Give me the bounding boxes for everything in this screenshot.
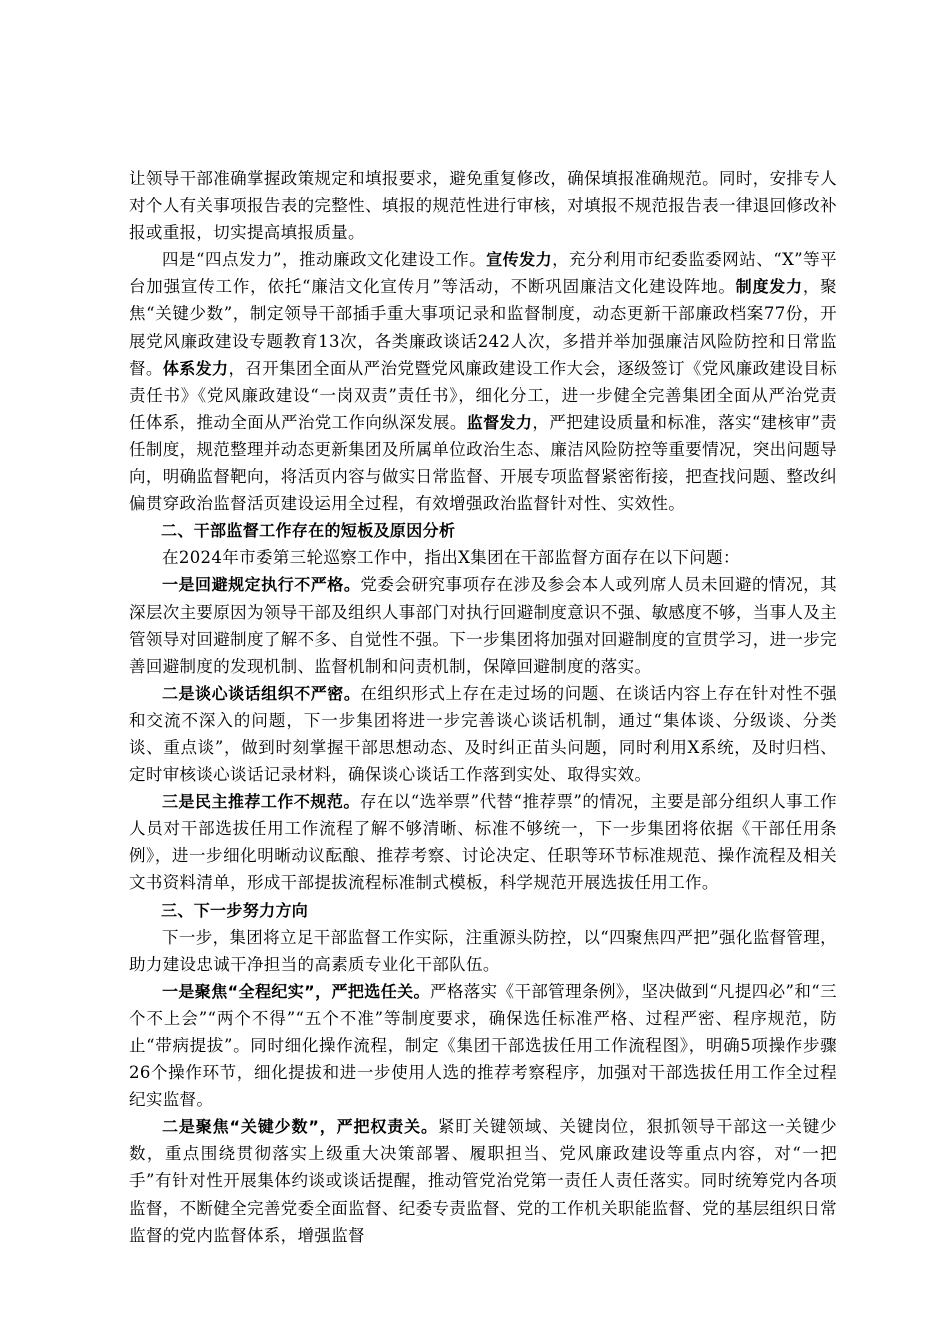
bold-lead-framework: 体系发力 <box>162 358 229 378</box>
paragraph-text: 在2024年市委第三轮巡察工作中，指出X集团在干部监督方面存在以下问题： <box>162 548 740 568</box>
paragraph-issue-talks <box>129 680 837 788</box>
paragraph-text: ，召开集团全面从严治党暨党风廉政建设工作大会，逐级签订《党风廉政建设目标责任书》《党风廉政建设“一岗双责”责任书》，细化分工，进一步健全完善集团全面从严治党责任体系，推动全面从严治党工作向纵深发展。 <box>129 358 837 432</box>
paragraph-text: ，充分利用市纪委监委网站、“X”等平台加强宣传工作，依托“廉洁文化宣传月”等活动，不断巩固廉洁文化建设阵地。 <box>129 250 837 297</box>
paragraph-filing-review <box>129 165 837 246</box>
paragraph-text: ，聚焦“关键少数”，制定领导干部插手重大事项记录和监督制度，动态更新干部廉政档案77份，开展党风廉政建设专题教育13次，各类廉政谈话242人次，多措并举加强廉洁风险防控和日常监督。 <box>129 277 837 378</box>
document-page <box>129 165 837 1249</box>
paragraph-text: 下一步，集团将立足干部监督工作实际，注重源头防控，以“四聚焦四严把”强化监督管理，助力建设忠诚干净担当的高素质专业化干部队伍。 <box>129 927 837 974</box>
paragraph-text: 让领导干部准确掌握政策规定和填报要求，避免重复修改，确保填报准确规范。同时，安排专人对个人有关事项报告表的完整性、填报的规范性进行审核，对填报不规范报告表一律退回修改补报或重报，切实提高填报质量。 <box>129 169 837 243</box>
bold-lead-issue-2: 二是谈心谈话组织不严密。 <box>162 683 361 703</box>
paragraph-text: 在组织形式上存在走过场的问题、在谈话内容上存在针对性不强和交流不深入的问题，下一步集团将进一步完善谈心谈话机制，通过“集体谈、分级谈、分类谈、重点谈”，做到时刻掌握干部思想动态、及时纠正苗头问题，同时利用X系统，及时归档、定时审核谈心谈话记录材料，确保谈心谈话工作落到实处、取得实效。 <box>129 683 837 785</box>
paragraph-text: ，严把建设质量和标准，落实“建核审”责任制度，规范整理并动态更新集团及所属单位政治生态、廉洁风险防控等重要情况，突出问题导向，明确监督靶向，将活页内容与做实日常监督、开展专项监督紧密衔接，把查找问题、整改纠偏贯穿政治监督活页建设运用全过程，有效增强政治监督针对性、实效性。 <box>129 412 838 514</box>
paragraph-text: 存在以“选举票”代替“推荐票”的情况，主要是部分组织人事工作人员对干部选拔任用工作流程了解不够清晰、标准不够统一，下一步集团将依据《干部任用条例》，进一步细化明晰动议酝酿、推荐考察、讨论决定、任职等环节标准规范、操作流程及相关文书资料清单，形成干部提拔流程标准制式模板，科学规范开展选拔任用工作。 <box>129 792 837 893</box>
bold-lead-issue-3: 三是民主推荐工作不规范。 <box>162 792 360 812</box>
paragraph-focus-selection <box>129 978 837 1113</box>
paragraph-issue-recommendation <box>129 788 837 896</box>
paragraph-intro: 四是“四点发力”，推动廉政文化建设工作。 <box>162 250 487 270</box>
bold-lead-system: 制度发力 <box>735 277 803 297</box>
paragraph-text: 党委会研究事项存在涉及参会本人或列席人员未回避的情况，其深层次主要原因为领导干部及组织人事部门对执行回避制度意识不强、敏感度不够，当事人及主管领导对回避制度了解不多、自觉性不强。下一步集团将加强对回避制度的宣贯学习，进一步完善回避制度的发现机制、监督机制和问责机制，保障回避制度的落实。 <box>129 575 837 676</box>
section-heading-shortcomings: 二、干部监督工作存在的短板及原因分析 <box>161 521 456 541</box>
section-heading-next-steps: 三、下一步努力方向 <box>161 900 309 920</box>
bold-lead-focus-2: 二是聚焦“关键少数”，严把权责关。 <box>162 1117 438 1137</box>
bold-lead-publicity: 宣传发力 <box>486 250 553 270</box>
paragraph-text: 紧盯关键领域、关键岗位，狠抓领导干部这一关键少数，重点围绕贯彻落实上级重大决策部署、履职担当、党风廉政建设等重点内容，对“一把手”有针对性开展集体约谈或谈话提醒，推动管党治党第一责任人责任落实。同时统筹党内各项监督，不断健全完善党委全面监督、纪委专责监督、党的工作机关职能监督、党的基层组织日常监督的党内监督体系，增强监督 <box>129 1117 837 1245</box>
paragraph-focus-key-minority <box>129 1113 837 1248</box>
paragraph-issue-recusal <box>129 571 837 679</box>
bold-lead-supervision: 监督发力 <box>466 412 533 432</box>
paragraph-text: 严格落实《干部管理条例》，坚决做到“凡提四必”和“三个不上会”“两个不得”“五个不准”等制度要求，确保选任标准严格、过程严密、程序规范，防止“带病提拔”。同时细化操作流程，制定《集团干部选拔任用工作流程图》，明确5项操作步骤26个操作环节，细化提拔和进一步使用人选的推荐考察程序，加强对干部选拔任用工作全过程纪实监督。 <box>129 981 837 1110</box>
paragraph-integrity-culture <box>129 246 837 517</box>
paragraph-next-steps-intro <box>129 924 837 978</box>
paragraph-inspection-intro <box>129 544 837 571</box>
bold-lead-focus-1: 一是聚焦“全程纪实”，严把选任关。 <box>162 981 430 1001</box>
bold-lead-issue-1: 一是回避规定执行不严格。 <box>162 575 361 595</box>
